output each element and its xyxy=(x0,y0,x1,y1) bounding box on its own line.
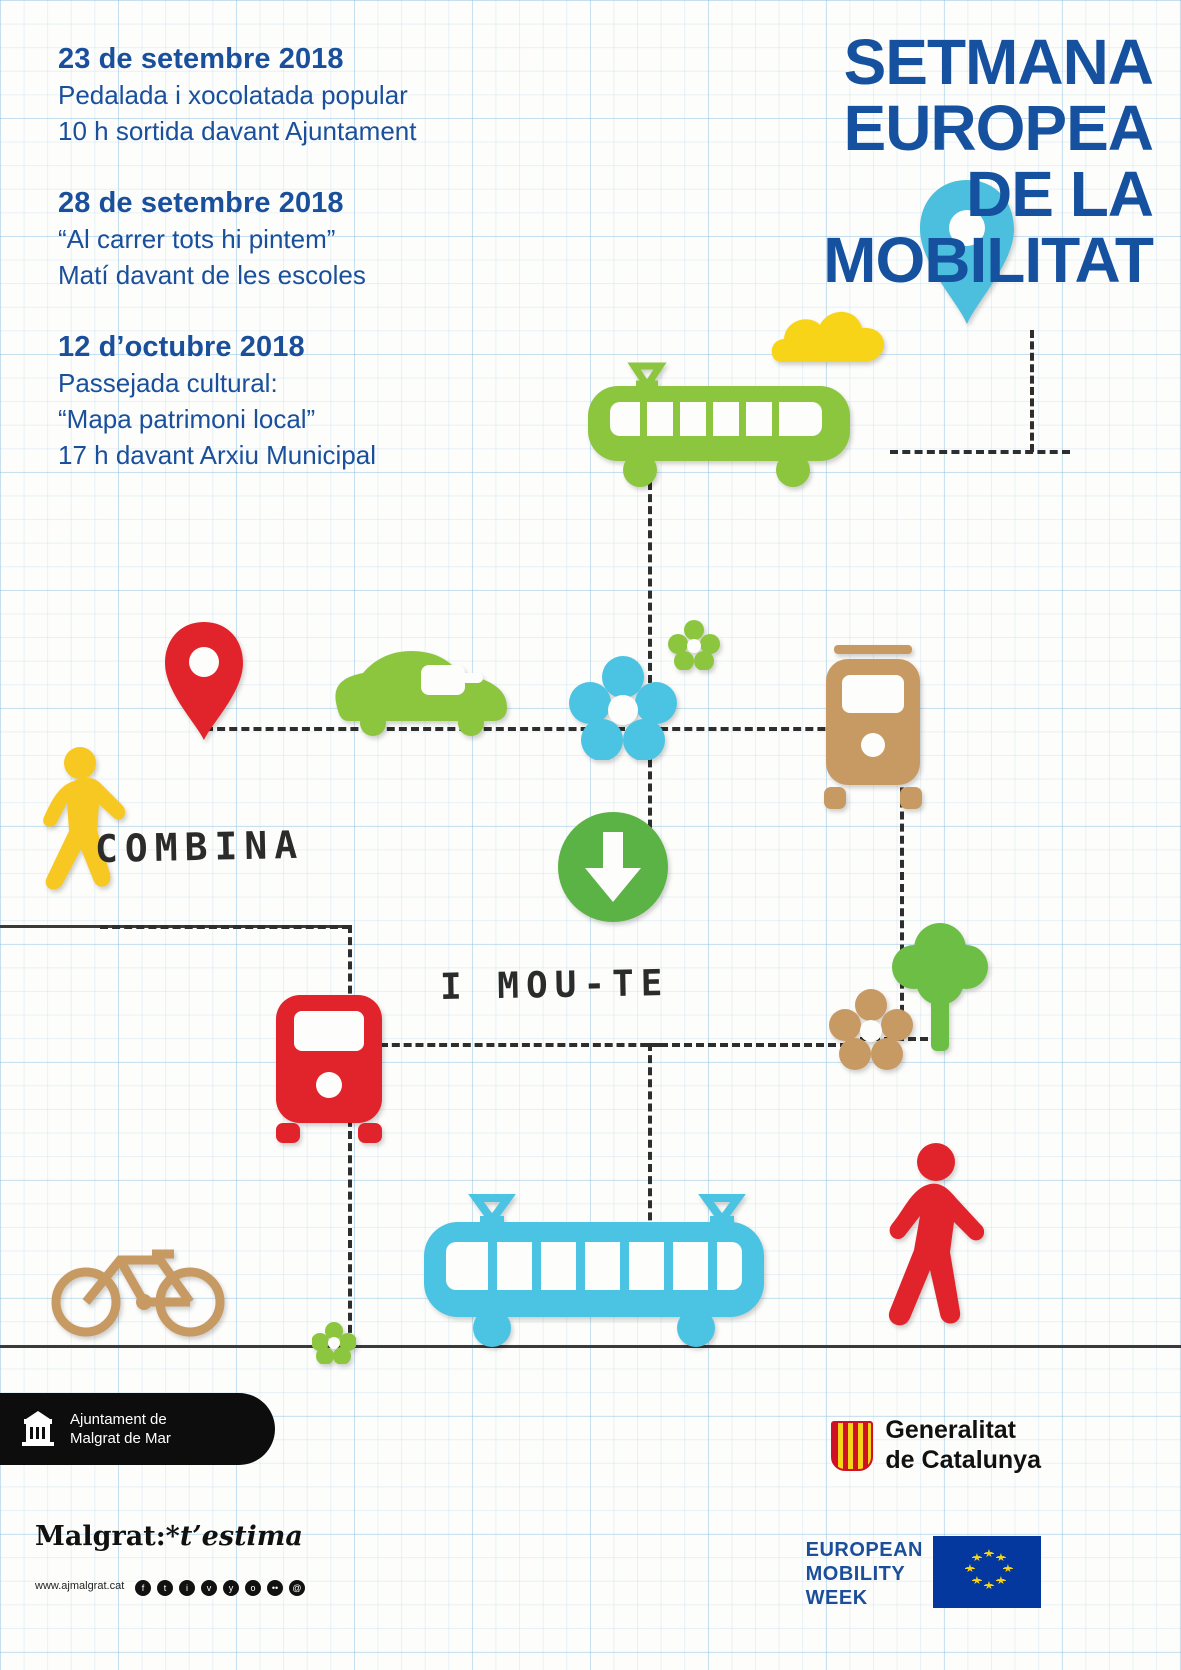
flower-brown-icon xyxy=(828,988,914,1070)
brand-separator: :* xyxy=(155,1521,180,1552)
eu-flag-icon: ★ ★ ★ ★ ★ ★ ★ ★ xyxy=(933,1536,1041,1608)
route-line-top-right xyxy=(890,450,1070,454)
twitter-icon[interactable]: t xyxy=(157,1580,173,1596)
more-icon[interactable]: •• xyxy=(267,1580,283,1596)
cloud-yellow-icon xyxy=(770,300,905,370)
event-date: 12 d’octubre 2018 xyxy=(58,331,305,364)
emw-line-1: EUROPEAN xyxy=(805,1539,923,1561)
event-line: “Al carrer tots hi pintem” xyxy=(58,224,336,255)
youtube-icon[interactable]: y xyxy=(223,1580,239,1596)
event-line: Passejada cultural: xyxy=(58,368,278,399)
ajuntament-line-1: Ajuntament de xyxy=(70,1410,167,1428)
title-line-3: DE LA xyxy=(966,157,1153,230)
event-line: “Mapa patrimoni local” xyxy=(58,404,316,435)
ajuntament-logo xyxy=(0,1393,275,1465)
event-date: 28 de setembre 2018 xyxy=(58,187,344,220)
generalitat-line-2: de Catalunya xyxy=(885,1445,1041,1474)
brand-tagline: t’estima xyxy=(179,1521,303,1552)
page-title xyxy=(513,26,1153,296)
route-line-vertical-right-top xyxy=(1030,330,1034,452)
instagram-icon[interactable]: i xyxy=(179,1580,195,1596)
mail-icon[interactable]: @ xyxy=(289,1580,305,1596)
event-item xyxy=(58,328,578,474)
generalitat-logo xyxy=(831,1416,1041,1475)
train-brown-icon xyxy=(808,645,938,815)
emw-line-2: MOBILITY xyxy=(805,1563,906,1585)
flickr-icon[interactable]: o xyxy=(245,1580,261,1596)
tram-green-icon xyxy=(568,362,868,502)
arrow-down-green-icon xyxy=(556,810,671,925)
vimeo-icon[interactable]: v xyxy=(201,1580,217,1596)
european-mobility-week-logo xyxy=(806,1538,923,1610)
website-url[interactable]: www.ajmalgrat.cat xyxy=(35,1580,125,1592)
generalitat-line-1: Generalitat xyxy=(885,1416,1016,1444)
bicycle-brown-icon xyxy=(48,1232,228,1342)
event-date: 23 de setembre 2018 xyxy=(58,43,344,75)
ajuntament-line-2: Malgrat de Mar xyxy=(70,1430,171,1447)
event-line: 10 h sortida davant Ajuntament xyxy=(58,116,417,147)
event-line: 17 h davant Arxiu Municipal xyxy=(58,440,376,471)
catalonia-shield-icon xyxy=(831,1421,873,1471)
pedestrian-red-icon xyxy=(874,1140,984,1340)
route-line-bus-to-center xyxy=(380,1043,660,1047)
emw-line-3: WEEK xyxy=(805,1587,868,1609)
tram-blue-icon xyxy=(410,1190,780,1355)
event-item xyxy=(58,40,578,150)
event-line: Matí davant de les escoles xyxy=(58,260,366,291)
title-line-2: EUROPEA xyxy=(843,91,1153,164)
footer xyxy=(0,1370,1181,1670)
social-icons[interactable] xyxy=(135,1580,305,1596)
flower-green-tiny-icon xyxy=(312,1322,356,1364)
handwritten-word-imoute: I MOU-TE xyxy=(439,963,670,1008)
electric-car-green-icon xyxy=(325,645,515,740)
ajuntament-crest-icon xyxy=(18,1407,58,1451)
title-line-4: MOBILITAT xyxy=(823,223,1153,296)
events-list xyxy=(58,40,578,508)
event-item xyxy=(58,184,578,294)
brand-name: Malgrat xyxy=(35,1521,156,1552)
handwritten-word-combina: COMBINA xyxy=(94,822,305,872)
route-line-below-combina xyxy=(100,925,350,929)
facebook-icon[interactable]: f xyxy=(135,1580,151,1596)
pedestrian-yellow-icon xyxy=(22,745,127,900)
event-line: Pedalada i xocolatada popular xyxy=(58,80,408,111)
map-pin-red-icon xyxy=(158,620,250,742)
malgrat-brand-logo xyxy=(35,1521,303,1552)
title-line-1: SETMANA xyxy=(843,26,1153,98)
bus-red-icon xyxy=(262,985,397,1145)
flower-blue-icon xyxy=(568,655,678,760)
